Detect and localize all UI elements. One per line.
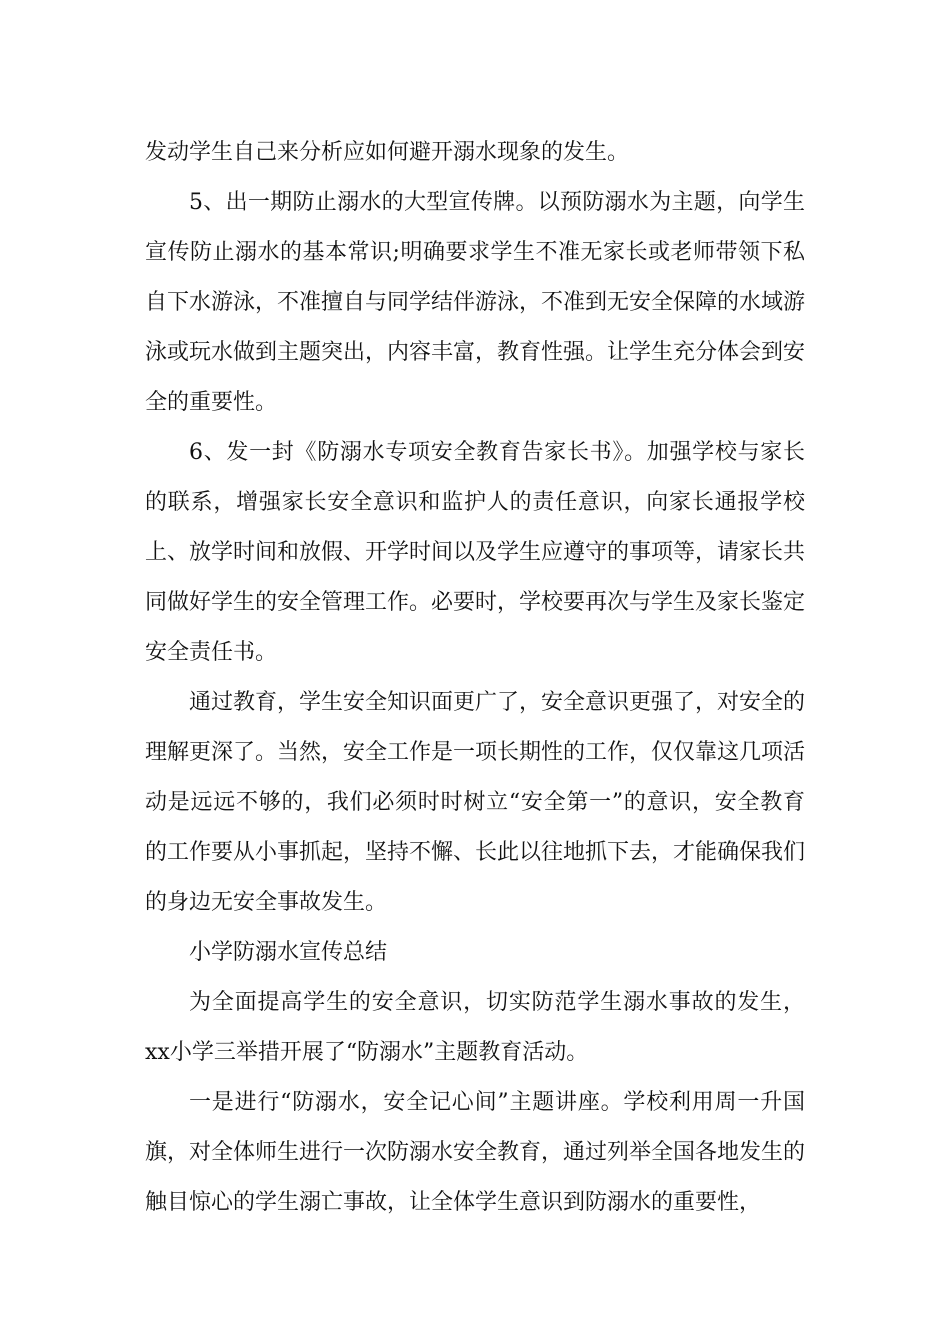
paragraph-continued: 发动学生自己来分析应如何避开溺水现象的发生。 (145, 140, 630, 165)
section-measure-one-paragraph: 一是进行“防溺水，安全记心间”主题讲座。学校利用周一升国旗，对全体师生进行一次防溺水安全教育，通过列举全国各地发生的触目惊心的学生溺亡事故，让全体学生意识到防溺水的重要性， (145, 1090, 806, 1215)
paragraph-item-6: 6、发一封《防溺水专项安全教育告家长书》。加强学校与家长的联系，增强家长安全意识和监护人的责任意识，向家长通报学校上、放学时间和放假、开学时间以及学生应遵守的事项等，请家长共同做好学生的安全管理工作。必要时，学校要再次与学生及家长鉴定安全责任书。 (145, 440, 806, 665)
paragraph-item-5: 5、出一期防止溺水的大型宣传牌。以预防溺水为主题，向学生宣传防止溺水的基本常识;明确要求学生不准无家长或老师带领下私自下水游泳，不准擅自与同学结伴游泳，不准到无安全保障的水域游泳或玩水做到主题突出，内容丰富，教育性强。让学生充分体会到安全的重要性。 (145, 190, 806, 415)
section-intro-paragraph: 为全面提高学生的安全意识，切实防范学生溺水事故的发生，xx小学三举措开展了“防溺水”主题教育活动。 (145, 990, 805, 1065)
document-body (145, 128, 805, 1228)
section-title: 小学防溺水宣传总结 (189, 940, 388, 965)
paragraph-conclusion: 通过教育，学生安全知识面更广了，安全意识更强了，对安全的理解更深了。当然，安全工作是一项长期性的工作，仅仅靠这几项活动是远远不够的，我们必须时时树立“安全第一”的意识，安全教育的工作要从小事抓起，坚持不懈、长此以往地抓下去，才能确保我们的身边无安全事故发生。 (145, 690, 806, 915)
